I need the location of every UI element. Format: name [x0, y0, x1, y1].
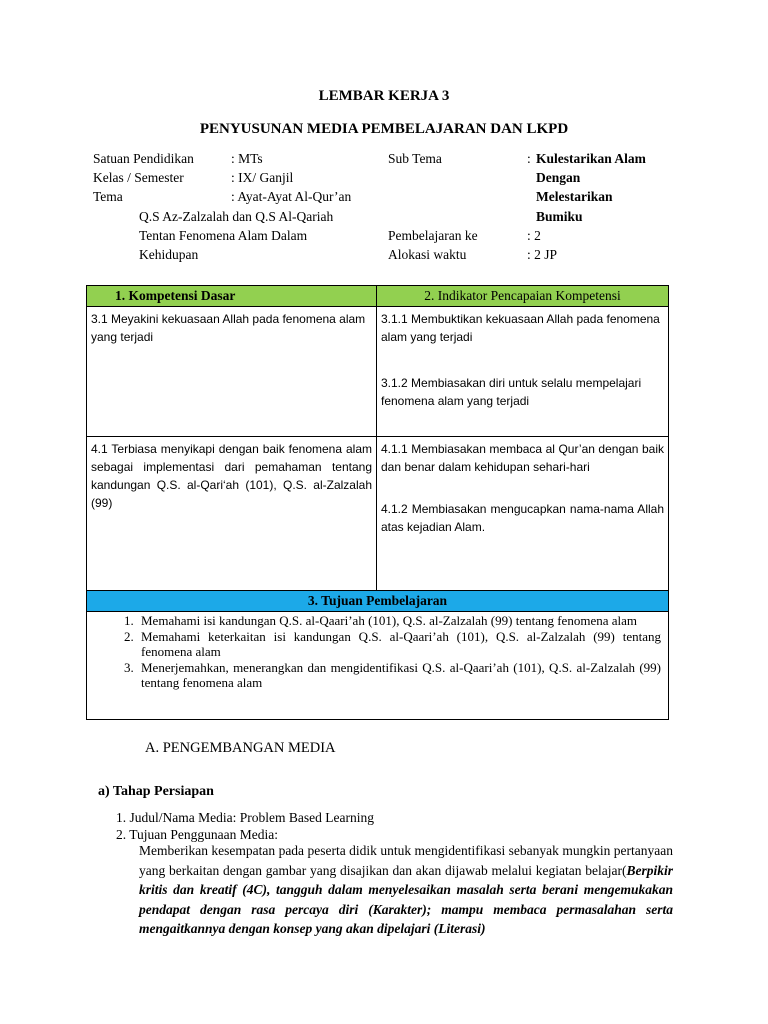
subtema-line-3: Melestarikan	[536, 189, 613, 204]
ipk-cell-1	[377, 307, 669, 437]
tujuan-item: 2. Memahami keterkaitan isi kandungan Q.S. al-Qaari’ah (101), Q.S. al-Zalzalah (99) tentang fenomena alam	[137, 629, 661, 660]
ipk-cell-2	[377, 437, 669, 591]
pembelajaran-value: : 2	[527, 228, 541, 243]
kelas-label: Kelas / Semester	[93, 170, 184, 185]
satuan-value: : MTs	[231, 151, 263, 166]
alokasi-value: : 2 JP	[527, 247, 558, 262]
kd-cell-2	[87, 437, 377, 591]
subtema-colon: :	[527, 151, 531, 166]
pembelajaran-label: Pembelajaran ke	[388, 228, 478, 243]
paragraph-text: Memberikan kesempatan pada peserta didik untuk mengidentifikasi sebanyak mungkin pertanyaan yang berkaitan dengan gambar yang disajikan dan akan dijawab melalui kegiatan belajar(	[139, 843, 673, 878]
tujuan-list	[87, 613, 661, 691]
ipk-4-1-2: 4.1.2 Membiasakan mengucapkan nama-nama Allah atas kejadian Alam.	[381, 502, 664, 534]
item-2: 2. Tujuan Penggunaan Media:	[116, 827, 278, 842]
tujuan-cell	[87, 612, 669, 720]
subtema-label: Sub Tema	[388, 151, 442, 166]
kelas-value: : IX/ Ganjil	[231, 170, 294, 185]
satuan-label: Satuan Pendidikan	[93, 151, 194, 166]
tujuan-item: 3. Menerjemahkan, menerangkan dan mengidentifikasi Q.S. al-Qaari’ah (101), Q.S. al-Zalzalah (99) tentang fenomena alam	[137, 660, 661, 691]
tahap-heading: a) Tahap Persiapan	[98, 784, 214, 799]
subtema-line-1: Kulestarikan Alam	[536, 151, 646, 166]
kd-cell-1	[87, 307, 377, 437]
tujuan-item: 1. Memahami isi kandungan Q.S. al-Qaari’ah (101), Q.S. al-Zalzalah (99) tentang fenomena alam	[137, 613, 661, 629]
alokasi-label: Alokasi waktu	[388, 247, 467, 262]
ipk-header: 2. Indikator Pencapaian Kompetensi	[377, 286, 669, 307]
ipk-3-1-2: 3.1.2 Membiasakan diri untuk selalu mempelajari fenomena alam yang terjadi	[381, 376, 642, 408]
tujuan-media-paragraph	[139, 841, 673, 939]
section-a-heading: A. PENGEMBANGAN MEDIA	[145, 740, 336, 756]
tema-label: Tema	[93, 189, 123, 204]
kd-3-1: 3.1 Meyakini kekuasaan Allah pada fenomena alam yang terjadi	[91, 312, 366, 344]
tema-line-2: Q.S Az-Zalzalah dan Q.S Al-Qariah	[139, 209, 334, 224]
kd-4-1: 4.1 Terbiasa menyikapi dengan baik fenomena alam sebagai implementasi dari pemahaman tentang kandungan Q.S. al-Qari‘ah (101), Q.S. al-Zalzalah (99)	[91, 442, 372, 510]
subtema-line-2: Dengan	[536, 170, 581, 185]
ipk-4-1-1: 4.1.1 Membiasakan membaca al Qur’an dengan baik dan benar dalam kehidupan sehari-hari	[381, 442, 664, 474]
tema-value: : Ayat-Ayat Al-Qur’an	[231, 189, 352, 204]
tema-line-4: Kehidupan	[139, 247, 199, 262]
paragraph-emphasis: Berpikir kritis dan kreatif (4C), tangguh dalam menyelesaikan masalah serta berani mengemukakan pendapat dengan rasa percaya diri (Karakter); mampu membaca permasalahan serta mengaitkannya dengan konsep yang akan dipelajari (Literasi)	[139, 862, 673, 936]
subtema-line-4: Bumiku	[536, 209, 583, 224]
tema-line-3: Tentan Fenomena Alam Dalam	[139, 228, 308, 243]
worksheet-title: LEMBAR KERJA 3	[318, 88, 450, 104]
ipk-3-1-1: 3.1.1 Membuktikan kekuasaan Allah pada fenomena alam yang terjadi	[381, 312, 660, 344]
tujuan-header: 3. Tujuan Pembelajaran	[87, 591, 669, 612]
competency-table	[86, 285, 669, 720]
kd-header: 1. Kompetensi Dasar	[87, 286, 377, 307]
item-1: 1. Judul/Nama Media: Problem Based Learning	[116, 810, 374, 825]
worksheet-subtitle: PENYUSUNAN MEDIA PEMBELAJARAN DAN LKPD	[199, 121, 569, 137]
